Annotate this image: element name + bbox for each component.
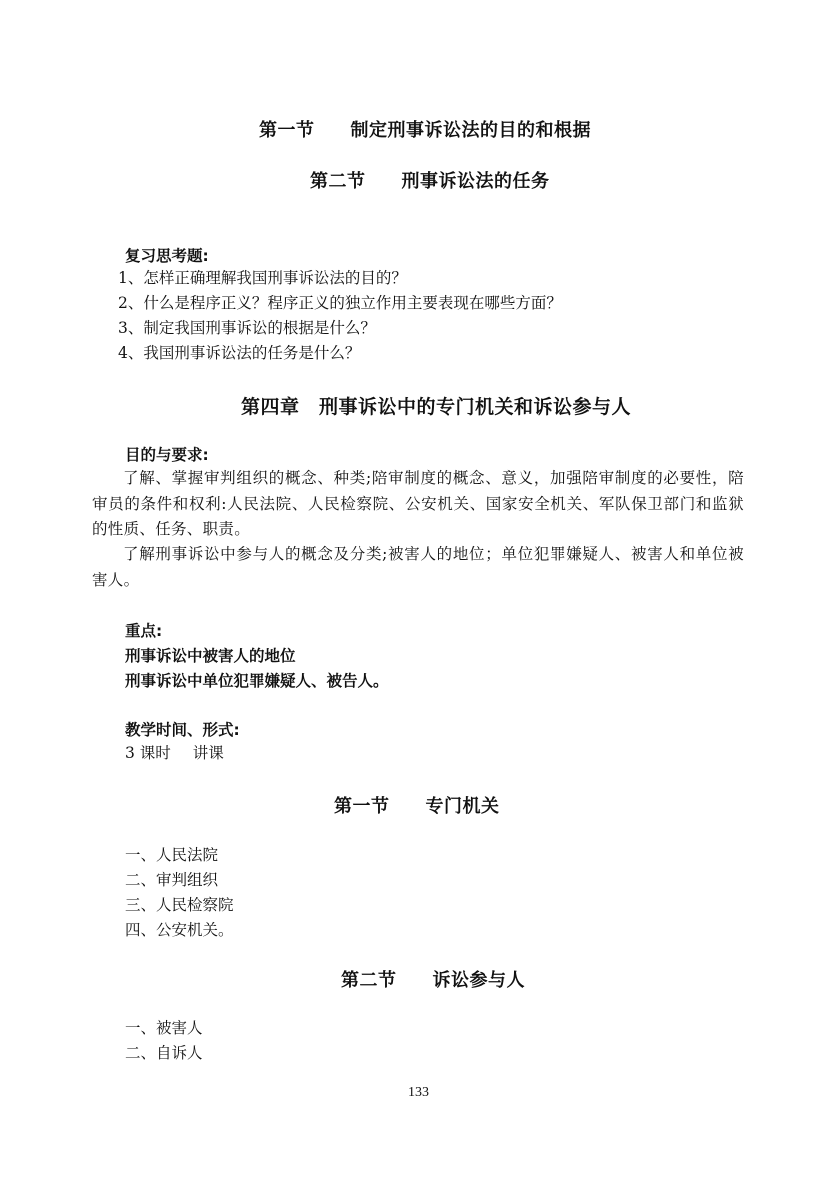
section-title: 诉讼参与人 <box>432 970 525 991</box>
section-title: 制定刑事诉讼法的目的和根据 <box>350 120 591 141</box>
section-number: 第二节 <box>341 970 397 991</box>
list-item: 二、审判组织 <box>125 871 219 889</box>
section-title: 专门机关 <box>425 796 500 817</box>
objectives-label: 目的与要求: <box>125 446 209 464</box>
key-point: 刑事诉讼中单位犯罪嫌疑人、被告人。 <box>125 672 389 690</box>
teaching-format: 讲课 <box>192 744 224 762</box>
section-heading-purpose <box>259 116 591 142</box>
review-question: 1、怎样正确理解我国刑事诉讼法的目的？ <box>118 269 407 287</box>
section-number: 第一节 <box>334 796 390 817</box>
review-question: 3、制定我国刑事诉讼的根据是什么？ <box>118 319 376 337</box>
objectives-paragraph: 了解、掌握审判组织的概念、种类;陪审制度的概念、意义，加强陪审制度的必要性，陪审员的条件和权利:人民法院、人民检察院、公安机关、国家安全机关、军队保卫部门和监狱的性质、任务、职责。 <box>92 469 744 538</box>
teaching-info <box>125 741 224 766</box>
review-label: 复习思考题: <box>125 247 209 265</box>
objectives-paragraph: 了解刑事诉讼中参与人的概念及分类;被害人的地位；单位犯罪嫌疑人、被害人和单位被害人。 <box>92 545 744 589</box>
organs-list <box>125 843 234 943</box>
list-item: 一、人民法院 <box>125 846 219 864</box>
list-item: 一、被害人 <box>125 1019 203 1037</box>
section-number: 第二节 <box>310 171 366 192</box>
section-heading-tasks <box>310 167 550 193</box>
list-item: 三、人民检察院 <box>125 896 234 914</box>
teaching-hours: 3 课时 <box>125 744 171 762</box>
review-question: 2、什么是程序正义？程序正义的独立作用主要表现在哪些方面？ <box>118 294 562 312</box>
list-item: 四、公安机关。 <box>125 921 234 939</box>
section-heading-participants <box>341 966 525 992</box>
key-point: 刑事诉讼中被害人的地位 <box>125 647 296 665</box>
key-points-label: 重点: <box>125 622 163 640</box>
review-question-list <box>118 266 562 366</box>
section-title: 刑事诉讼法的任务 <box>401 171 550 192</box>
chapter-heading: 第四章 刑事诉讼中的专门机关和诉讼参与人 <box>241 396 632 418</box>
list-item: 二、自诉人 <box>125 1044 203 1062</box>
section-heading-special-organs <box>334 792 500 818</box>
section-number: 第一节 <box>259 120 315 141</box>
page-number: 133 <box>408 1085 429 1100</box>
teaching-label: 教学时间、形式: <box>125 721 240 739</box>
participants-list <box>125 1016 203 1066</box>
review-question: 4、我国刑事诉讼法的任务是什么？ <box>118 344 361 362</box>
